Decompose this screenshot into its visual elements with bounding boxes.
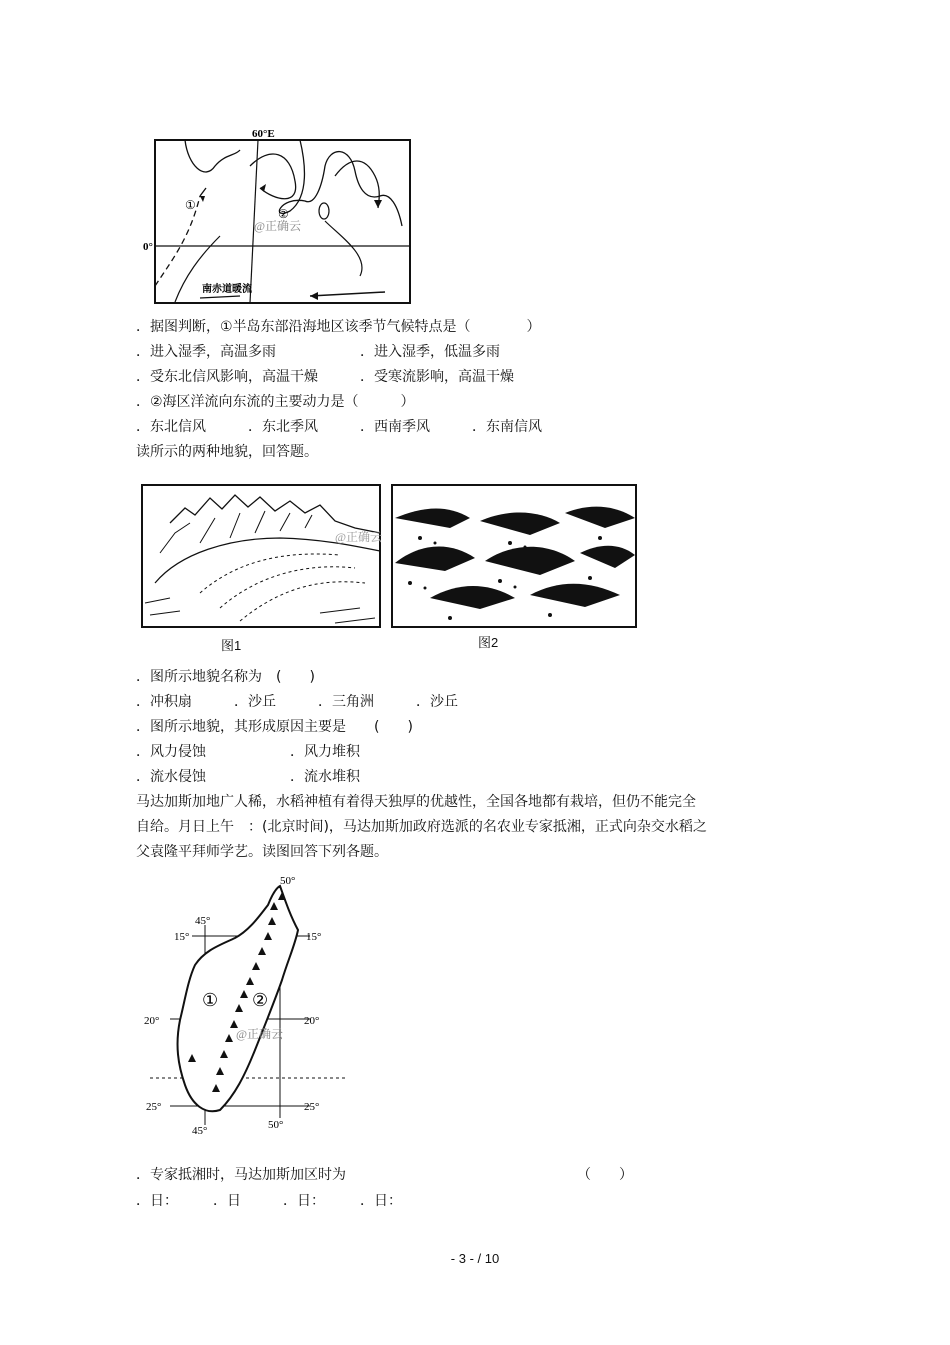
lat-20-left: 20° [144,1015,160,1027]
q2-stem: ．②海区洋流向东流的主要动力是（ ） [136,394,415,410]
marker-1: ① [185,198,196,212]
current-label: 南赤道暖流 [202,284,252,295]
latitude-label: 0° [143,241,153,253]
figure-caption-1: 图1 [221,638,242,653]
lon-45-top: 45° [195,915,211,927]
q3-options: ．冲积扇 ．沙丘 ．三角洲 ．沙丘 [136,694,458,710]
ocean-current-map [140,126,415,308]
passage-line-1: 马达加斯加地广人稀，水稻神植有着得天独厚的优越性，全国各地都有栽培，但仍不能完全 [136,794,696,810]
marker-2: ② [278,207,289,221]
lat-25-right: 25° [304,1101,320,1113]
madagascar-map [140,870,355,1140]
lat-25-left: 25° [146,1101,162,1113]
watermark: @正确云 [254,219,302,233]
marker-2: ② [252,990,269,1010]
q5-options: ．日： ．日 ．日： ．日： [136,1193,402,1209]
lat-15-left: 15° [174,931,190,943]
q1-options-row1: ．进入湿季，高温多雨 ．进入湿季，低温多雨 [136,344,500,360]
lon-50-top: 50° [280,875,296,887]
q2-options: ．东北信风 ．东北季风 ．西南季风 ．东南信风 [136,419,542,435]
landform-figure-2 [390,483,638,629]
page-number: - 3 - / 10 [450,1251,500,1266]
watermark: @正确云 [236,1027,284,1041]
landform-figure-1 [140,483,382,629]
figure-caption-2: 图2 [478,635,499,650]
q4-stem: ．图所示地貌，其形成原因主要是 ( ) [136,719,413,735]
lat-20-right: 20° [304,1015,320,1027]
watermark: @正确云 [335,530,382,544]
q1-options-row2: ．受东北信风影响，高温干燥 ．受寒流影响，高温干燥 [136,369,514,385]
lat-15-right: 15° [306,931,322,943]
q1-stem: ．据图判断，①半岛东部沿海地区该季节气候特点是（ ） [136,319,541,335]
q4-options-row2: ．流水侵蚀 ．流水堆积 [136,769,360,785]
q4-options-row1: ．风力侵蚀 ．风力堆积 [136,744,360,760]
q5-stem: ．专家抵湘时，马达加斯加区时为 （ ） [136,1167,633,1183]
passage-line-3: 父袁隆平拜师学艺。读图回答下列各题。 [136,844,388,860]
passage-line-2: 自给。月日上午 ：(北京时间)，马达加斯加政府选派的名农业专家抵湘，正式向杂交水稻之 [136,819,707,835]
longitude-label: 60°E [252,128,275,140]
q3-stem: ．图所示地貌名称为 ( ) [136,669,315,685]
lon-50-bottom: 50° [268,1119,284,1131]
intro-landforms: 读所示的两种地貌，回答题。 [136,444,318,460]
lon-45-bottom: 45° [192,1125,208,1137]
marker-1: ① [202,990,219,1010]
